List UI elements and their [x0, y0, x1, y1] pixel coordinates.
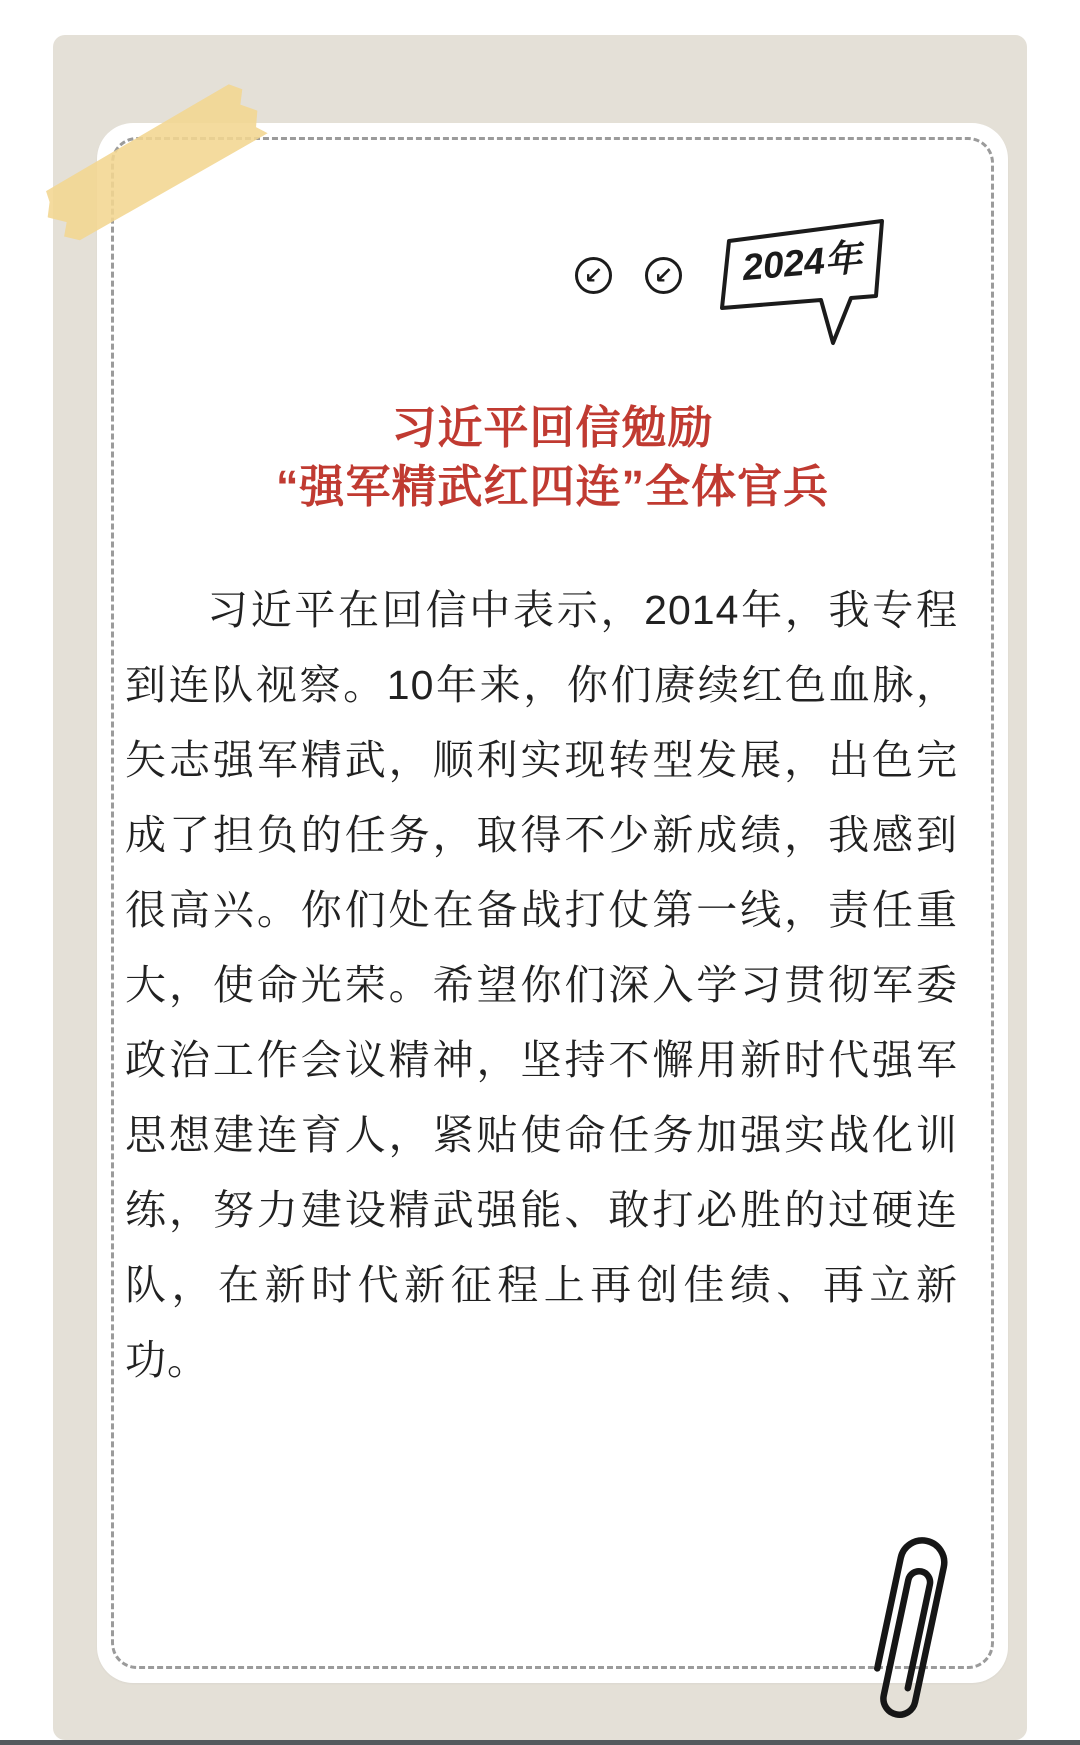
year-badge-label: 2024年	[740, 236, 864, 289]
arrow-down-left-icon	[645, 257, 682, 294]
article-title	[97, 398, 1008, 516]
title-line-2: “强军精武红四连”全体官兵	[275, 461, 829, 512]
letter-body-paragraph: 习近平在回信中表示，2014年，我专程到连队视察。10年来，你们赓续红色血脉，矢志强军精武，顺利实现转型发展，出色完成了担负的任务，取得不少新成绩，我感到很高兴。你们处在备战打仗第一线，责任重大，使命光荣。希望你们深入学习贯彻军委政治工作会议精神，坚持不懈用新时代强军思想建连育人，紧贴使命任务加强实战化训练，努力建设精武强能、敢打必胜的过硬连队，在新时代新征程上再创佳绩、再立新功。	[125, 587, 958, 1383]
arrow-glyph: ↙	[583, 262, 604, 288]
arrow-glyph: ↙	[653, 262, 674, 288]
year-speech-bubble	[703, 203, 903, 353]
title-line-1: 习近平回信勉励	[391, 402, 714, 453]
paperclip-icon	[858, 1520, 978, 1745]
bottom-edge-bar	[0, 1740, 1080, 1745]
arrow-down-left-icon	[575, 257, 612, 294]
speech-bubble-icon	[703, 203, 903, 353]
